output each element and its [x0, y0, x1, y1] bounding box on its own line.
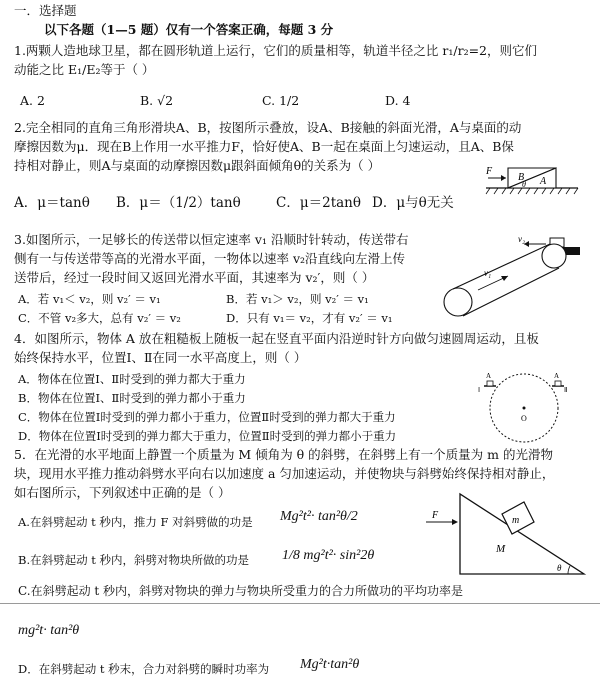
- q1-line2: 动能之比 E₁/E₂等于（ ）: [14, 62, 155, 77]
- q5-option-d-formula: Mg²t·tan²θ: [300, 657, 360, 672]
- q2-line1: 2.完全相同的直角三角形滑块A、B，按图所示叠放，设A、B接触的斜面光滑，A与桌面的动: [14, 120, 522, 135]
- q4-fig-label-pos2: Ⅱ: [564, 386, 568, 394]
- q3-option-a: A．若 v₁＜ v₂，则 v₂′ ＝ v₁: [18, 292, 161, 306]
- q5-fig-label-theta: θ: [557, 563, 562, 573]
- q5-option-c-formula: mg²t· tan²θ: [18, 623, 80, 638]
- q5-option-a-text: A.在斜劈起动 t 秒内，推力 F 对斜劈做的功是: [18, 515, 253, 529]
- q2-line3: 持相对静止，则A与桌面的动摩擦因数μ跟斜面倾角θ的关系为（ ）: [14, 158, 381, 173]
- q4-option-a: A．物体在位置Ⅰ、Ⅱ时受到的弹力都大于重力: [18, 372, 246, 386]
- q4-fig-label-a2: A: [554, 372, 560, 380]
- q4-line2: 始终保持水平，位置Ⅰ、Ⅱ在同一水平高度上，则（ ）: [14, 350, 307, 365]
- q5-option-b-text: B.在斜劈起动 t 秒内，斜劈对物块所做的功是: [18, 553, 250, 567]
- q2-fig-label-theta: θ: [522, 180, 526, 189]
- q4-option-d: D．物体在位置Ⅰ时受到的弹力都大于重力，位置Ⅱ时受到的弹力都小于重力: [18, 429, 397, 443]
- q3-option-c: C．不管 v₂多大，总有 v₂′ ＝ v₂: [18, 311, 181, 325]
- q5-figure: [424, 490, 592, 580]
- q2-fig-label-f: F: [486, 166, 493, 177]
- q4-line1: 4．如图所示，物体 A 放在粗糙板上随板一起在竖直平面内沿逆时针方向做匀速圆周运动，且板: [14, 331, 539, 346]
- q2-figure: [482, 160, 582, 196]
- q2-option-b: B．μ＝（1/2）tanθ: [116, 195, 241, 211]
- q5-option-c-text: C.在斜劈起动 t 秒内，斜劈对物块的弹力与物块所受重力的合力所做功的平均功率是: [18, 584, 464, 598]
- q2-option-c: C．μ＝2tanθ: [276, 195, 361, 211]
- q1-option-c: C. 1/2: [262, 93, 300, 108]
- q5-line3: 如右图所示，下列叙述中正确的是（ ）: [14, 485, 231, 500]
- q1-option-d: D. 4: [385, 93, 411, 108]
- q5-option-b-formula: 1/8 mg²t²· sin²2θ: [282, 548, 375, 563]
- q3-line3: 送带后，经过一段时间又返回光滑水平面，其速率为 v₂′，则（ ）: [14, 270, 375, 285]
- q3-fig-label-v1: v₁: [484, 268, 492, 278]
- q4-fig-label-pos1: Ⅰ: [478, 386, 481, 394]
- q4-figure: [474, 366, 574, 446]
- q1-line1: 1.两颗人造地球卫星，都在圆形轨道上运行，它们的质量相等，轨道半径之比 r₁/r₂=2，则它们: [14, 43, 538, 58]
- section-title: 一．选择题: [14, 3, 77, 18]
- q4-fig-label-a1: A: [486, 372, 492, 380]
- section-instruction: 以下各题（1—5 题）仅有一个答案正确，每题 3 分: [44, 22, 334, 37]
- q5-line1: 5．在光滑的水平地面上静置一个质量为 M 倾角为 θ 的斜劈，在斜劈上有一个质量为 m 的光滑物: [14, 447, 553, 462]
- q5-option-d-text: D．在斜劈起动 t 秒末，合力对斜劈的瞬时功率为: [18, 662, 270, 676]
- q2-line2: 摩擦因数为μ．现在B上作用一水平推力F，恰好使A、B一起在桌面上匀速运动，且A、B保: [14, 139, 514, 154]
- q1-option-b: B. √2: [140, 93, 174, 108]
- q1-option-a: A. 2: [20, 93, 45, 108]
- q3-option-d: D．只有 v₁＝ v₂，才有 v₂′ ＝ v₁: [226, 311, 393, 325]
- q3-line1: 3.如图所示，一足够长的传送带以恒定速率 v₁ 沿顺时针转动，传送带右: [14, 232, 409, 247]
- page-divider: [0, 603, 600, 604]
- q5-fig-label-big-m: M: [496, 543, 506, 555]
- q5-fig-label-m: m: [512, 515, 520, 526]
- q5-option-a-formula: Mg²t²· tan²θ/2: [280, 509, 358, 524]
- q5-line2: 块，现用水平推力推动斜劈水平向右以加速度 a 匀加速运动，并使物块与斜劈始终保持相对静止，: [14, 466, 555, 481]
- q4-option-c: C．物体在位置Ⅰ时受到的弹力都小于重力，位置Ⅱ时受到的弹力都大于重力: [18, 410, 396, 424]
- q4-option-b: B．物体在位置Ⅰ、Ⅱ时受到的弹力都小于重力: [18, 391, 246, 405]
- q2-option-d: D．μ与θ无关: [372, 195, 454, 211]
- q5-fig-label-f: F: [432, 510, 439, 521]
- q3-figure: [438, 232, 584, 324]
- q2-option-a: A．μ＝tanθ: [14, 195, 90, 211]
- q2-fig-label-a: A: [540, 176, 547, 187]
- q2-fig-label-b: B: [518, 172, 525, 183]
- q3-line2: 侧有一与传送带等高的光滑水平面，一物体以速率 v₂沿直线向左滑上传: [14, 251, 406, 266]
- q3-fig-label-v2: v₂: [518, 234, 526, 244]
- q4-fig-label-o: O: [521, 414, 527, 423]
- q3-option-b: B．若 v₁＞ v₂，则 v₂′ ＝ v₁: [226, 292, 369, 306]
